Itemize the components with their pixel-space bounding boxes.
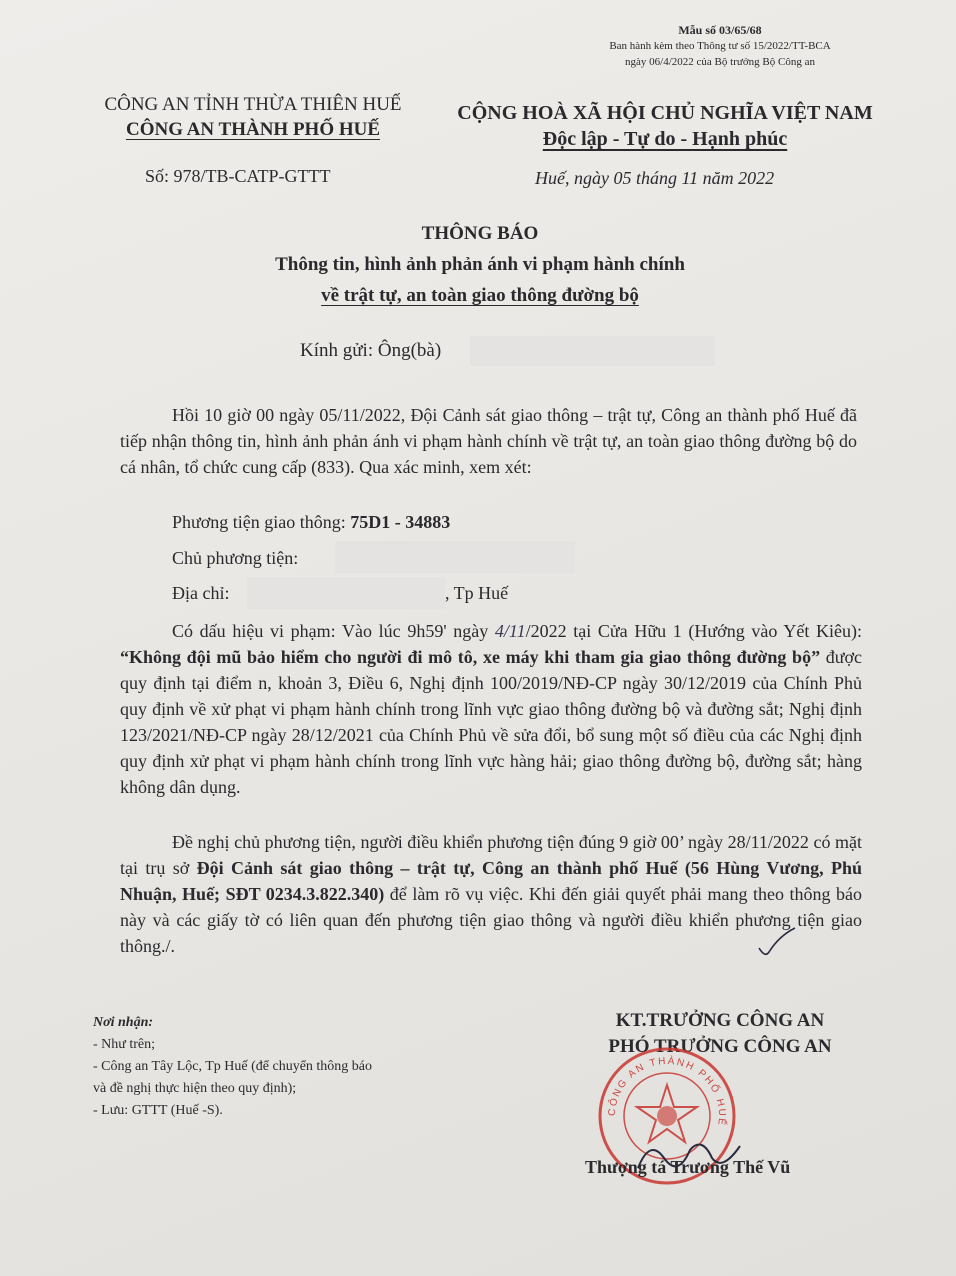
address-label: Địa chỉ: bbox=[172, 583, 230, 603]
document-number: Số: 978/TB-CATP-GTTT bbox=[145, 166, 331, 186]
agency-parent: CÔNG AN TỈNH THỪA THIÊN HUẾ bbox=[104, 94, 402, 115]
vehicle-label: Phương tiện giao thông: bbox=[172, 512, 351, 532]
nation-name: CỘNG HOÀ XÃ HỘI CHỦ NGHĨA VIỆT NAM bbox=[457, 102, 873, 124]
addressee-label: Kính gửi: Ông(bà) bbox=[300, 340, 442, 361]
violation-lead: Có dấu hiệu vi phạm: Vào lúc 9h59' ngày bbox=[172, 621, 495, 641]
redacted-addressee bbox=[470, 336, 715, 366]
form-issued-line-1: Ban hành kèm theo Thông tư số 15/2022/TT-BCA bbox=[609, 40, 831, 52]
violation-after-date: /2022 tại Cửa Hữu 1 (Hướng vào Yết Kiêu): bbox=[525, 621, 862, 641]
document-title bbox=[200, 218, 760, 311]
title-main: THÔNG BÁO bbox=[421, 223, 539, 244]
form-number-block bbox=[565, 22, 875, 70]
title-sub-2: về trật tự, an toàn giao thông đường bộ bbox=[321, 285, 639, 306]
recipient-item: - Công an Tây Lộc, Tp Huế (để chuyển thông báo bbox=[93, 1059, 373, 1074]
violation-paragraph bbox=[120, 618, 862, 800]
recipient-item: và đề nghị thực hiện theo quy định); bbox=[93, 1081, 297, 1096]
recipient-item: - Lưu: GTTT (Huế -S). bbox=[93, 1103, 223, 1118]
request-tail: để làm rõ vụ việc. Khi đến giải quyết phải mang theo thông báo này và các giấy tờ có liên quan đến phương tiện giao thông và người điều khiển phương tiện giao thông./. bbox=[120, 884, 862, 956]
vehicle-plate: 75D1 - 34883 bbox=[350, 512, 451, 532]
form-code: Mẫu số 03/65/68 bbox=[678, 23, 762, 37]
form-issued-line-2: ngày 06/4/2022 của Bộ trưởng Bộ Công an bbox=[625, 56, 815, 68]
redacted-address bbox=[247, 577, 445, 609]
request-paragraph bbox=[120, 829, 862, 959]
handwritten-date: 4/11 bbox=[494, 621, 526, 641]
signature-line-2: PHÓ TRƯỞNG CÔNG AN bbox=[608, 1036, 832, 1057]
nation-header bbox=[445, 100, 885, 152]
recipient-item: - Như trên; bbox=[93, 1037, 156, 1052]
signature-line-1: KT.TRƯỞNG CÔNG AN bbox=[615, 1010, 825, 1031]
nation-motto: Độc lập - Tự do - Hạnh phúc bbox=[542, 128, 788, 150]
request-lead: Đề nghị chủ phương tiện, người điều khiển phương tiện đúng 9 giờ 00’ ngày 28/11/2022 có mặt tại trụ sở bbox=[120, 832, 862, 878]
document-date: Huế, ngày 05 tháng 11 năm 2022 bbox=[535, 168, 775, 188]
agency-header bbox=[88, 92, 418, 142]
title-sub-1: Thông tin, hình ảnh phản ánh vi phạm hành chính bbox=[275, 254, 685, 275]
address-suffix: , Tp Huế bbox=[445, 583, 509, 603]
handwritten-checkmark-icon bbox=[755, 922, 805, 962]
recipients-block bbox=[93, 1012, 372, 1122]
request-place: Đội Cảnh sát giao thông – trật tự, Công an thành phố Huế (56 Hùng Vương, Phú Nhuận, Huế; SĐT 0234.3.822.340) bbox=[120, 858, 862, 904]
intro-paragraph: Hồi 10 giờ 00 ngày 05/11/2022, Đội Cảnh sát giao thông – trật tự, Công an thành phố Huế đã tiếp nhận thông tin, hình ảnh phản ánh vi phạm hành chính về trật tự, an toàn giao thông đường bộ do cá nhân, tổ chức cung cấp (833). Qua xác minh, xem xét: bbox=[120, 405, 857, 477]
seal-text: CÔNG AN THÀNH PHỐ HUẾ bbox=[606, 1055, 728, 1128]
recipients-heading: Nơi nhận: bbox=[93, 1015, 154, 1030]
signer-name: Thượng tá Trương Thế Vũ bbox=[585, 1157, 791, 1177]
violation-offense: “Không đội mũ bảo hiểm cho người đi mô tô, xe máy khi tham gia giao thông đường bộ” bbox=[120, 647, 821, 667]
owner-label: Chủ phương tiện: bbox=[172, 548, 299, 568]
violation-legal-basis: được quy định tại điểm n, khoản 3, Điều 6, Nghị định 100/2019/NĐ-CP ngày 30/12/2019 của Chính Phủ quy định về xử phạt vi phạm hành chính trong lĩnh vực giao thông đường bộ và đường sắt; Nghị định 123/2021/NĐ-CP ngày 28/12/2021 của Chính Phủ về sửa đổi, bổ sung một số điều của các Nghị định quy định xử phạt vi phạm hành chính trong lĩnh vực hàng hải; giao thông đường bộ, đường sắt; hàng không dân dụng. bbox=[120, 647, 863, 797]
redacted-owner bbox=[335, 541, 575, 573]
vehicle-line bbox=[172, 512, 450, 533]
agency-unit: CÔNG AN THÀNH PHỐ HUẾ bbox=[125, 119, 381, 140]
